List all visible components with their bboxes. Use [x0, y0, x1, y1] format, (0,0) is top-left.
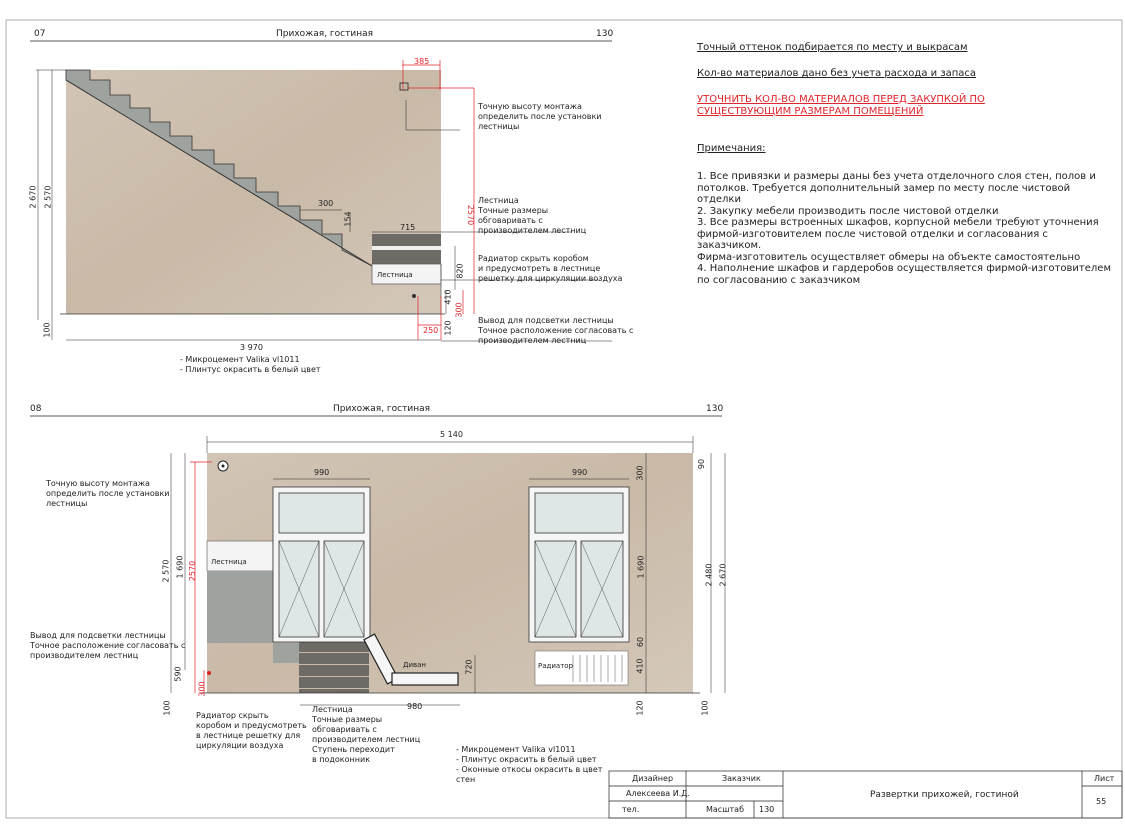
- view2-materials: - Микроцемент Valika vl1011 - Плинтус окрасить в белый цвет - Оконные откосы окрасить в цвет стен: [456, 745, 603, 784]
- view2-dim-300red: 300: [197, 681, 207, 697]
- view1-materials: - Микроцемент Valika vl1011 - Плинтус окрасить в белый цвет: [180, 355, 321, 374]
- tb-phone-label: тел.: [622, 805, 640, 814]
- view1-dim-715: 715: [400, 223, 416, 232]
- view2-stair-label: Лестница: [211, 558, 247, 566]
- view2-radiator-label: Радиатор: [538, 662, 573, 670]
- tb-sheet-number: 55: [1096, 797, 1107, 806]
- view1-dim-385: 385: [414, 57, 430, 66]
- view1-note-light-outlet: Вывод для подсветки лестницы Точное расположение согласовать с производителем лестниц: [478, 316, 634, 345]
- view2-dim-2480: 2 480: [704, 563, 714, 587]
- view2-dim-410: 410: [635, 658, 645, 674]
- view2-dim-5140: 5 140: [440, 430, 463, 439]
- tb-designer-name: Алексеева И.Д.: [626, 789, 691, 798]
- view1-scale: 130: [596, 29, 614, 39]
- view1-dim-2570: 2 570: [43, 185, 53, 209]
- view1-dim-100: 100: [42, 322, 52, 338]
- warning-line-2: СУЩЕСТВУЮЩИМ РАЗМЕРАМ ПОМЕЩЕНИЙ: [697, 106, 924, 117]
- view1-note-radiator: Радиатор скрыть коробом и предусмотреть в лестнице решетку для циркуляции воздуха: [478, 254, 623, 283]
- view2-dim-990b: 990: [572, 468, 588, 477]
- view2-dim-1690a: 1 690: [175, 555, 185, 579]
- view2-dim-980: 980: [407, 702, 423, 711]
- notes-title: Примечания:: [697, 143, 766, 154]
- tb-customer-label: Заказчик: [722, 774, 761, 783]
- view2-note-radiator: Радиатор скрыть коробом и предусмотреть в лестнице решетку для циркуляции воздуха: [196, 711, 307, 750]
- view2-dim-1690b: 1 690: [636, 555, 646, 579]
- view2-dim-60: 60: [636, 636, 646, 648]
- view2-dim-100a: 100: [162, 700, 172, 716]
- view2-sofa-label: Диван: [403, 661, 427, 669]
- view1-dim-820: 820: [455, 263, 465, 279]
- view1-dim-120: 120: [443, 320, 453, 336]
- view1-dim-154: 154: [343, 211, 353, 227]
- tb-drawing-title: Развертки прихожей, гостиной: [870, 790, 1019, 800]
- view1-dim-300b: 300: [454, 302, 464, 318]
- view2-scale: 130: [706, 404, 724, 414]
- view2-dim-990a: 990: [314, 468, 330, 477]
- view1-dim-250: 250: [423, 326, 439, 335]
- view1-note-mount-height: Точную высоту монтажа определить после установки лестницы: [478, 102, 602, 131]
- view2-dim-720: 720: [464, 659, 474, 675]
- view1-dim-2570red: 2570: [466, 204, 476, 226]
- view2-dim-2570: 2 570: [161, 559, 171, 583]
- view2-dim-300: 300: [635, 465, 645, 481]
- note-shade: Точный оттенок подбирается по месту и выкрасам: [697, 42, 968, 53]
- view1-note-stair: Лестница Точные размеры обговаривать с производителем лестниц: [478, 196, 587, 235]
- view2-note-light-outlet: Вывод для подсветки лестницы Точное расположение согласовать с производителем лестниц: [30, 631, 186, 660]
- view2-dim-2570red: 2570: [188, 560, 198, 582]
- view1-dim-300: 300: [318, 199, 334, 208]
- view1-dim-3970: 3 970: [240, 343, 263, 352]
- view1-number: 07: [34, 29, 46, 39]
- notes-list: 1. Все привязки и размеры даны без учета отделочного слоя стен, полов и потолков. Требуется дополнительный замер по месту после чистовой отделки 2. Закупку мебели производить после чистовой отделки 3. Все размеры встроенных шкафов, корпусной мебели требуют уточнения фирмой-изготовителем после чистовой отделки и согласования с заказчиком. Фирма-изготовитель осуществляет обмеры на объекте самостоятельно 4. Наполнение шкафов и гардеробов осуществляется фирмой-изготовителем по согласованию с заказчиком: [697, 171, 1111, 286]
- view2-number: 08: [30, 404, 42, 414]
- view2-note-mount-height: Точную высоту монтажа определить после установки лестницы: [46, 479, 170, 508]
- warning-line-1: УТОЧНИТЬ КОЛ-ВО МАТЕРИАЛОВ ПЕРЕД ЗАКУПКОЙ ПО: [697, 94, 985, 105]
- view1-stair-label: Лестница: [377, 271, 413, 279]
- view1-dim-2670: 2 670: [28, 185, 38, 209]
- tb-scale-value: 130: [759, 805, 775, 814]
- note-quantity: Кол-во материалов дано без учета расхода и запаса: [697, 68, 977, 79]
- view2-title: Прихожая, гостиная: [333, 404, 431, 414]
- view2-dim-90: 90: [697, 458, 707, 470]
- view2-note-stair: Лестница Точные размеры обговаривать с производителем лестниц Ступень переходит в подоконник: [312, 705, 421, 764]
- view2-dim-120: 120: [635, 700, 645, 716]
- view2-dim-100b: 100: [700, 700, 710, 716]
- view2-dim-590: 590: [173, 666, 183, 682]
- view1-dim-410: 410: [443, 289, 453, 305]
- tb-designer-label: Дизайнер: [632, 774, 674, 783]
- tb-sheet-label: Лист: [1094, 774, 1115, 783]
- view1-title: Прихожая, гостиная: [276, 29, 374, 39]
- tb-scale-label: Масштаб: [706, 805, 745, 814]
- view2-dim-2670: 2 670: [718, 563, 728, 587]
